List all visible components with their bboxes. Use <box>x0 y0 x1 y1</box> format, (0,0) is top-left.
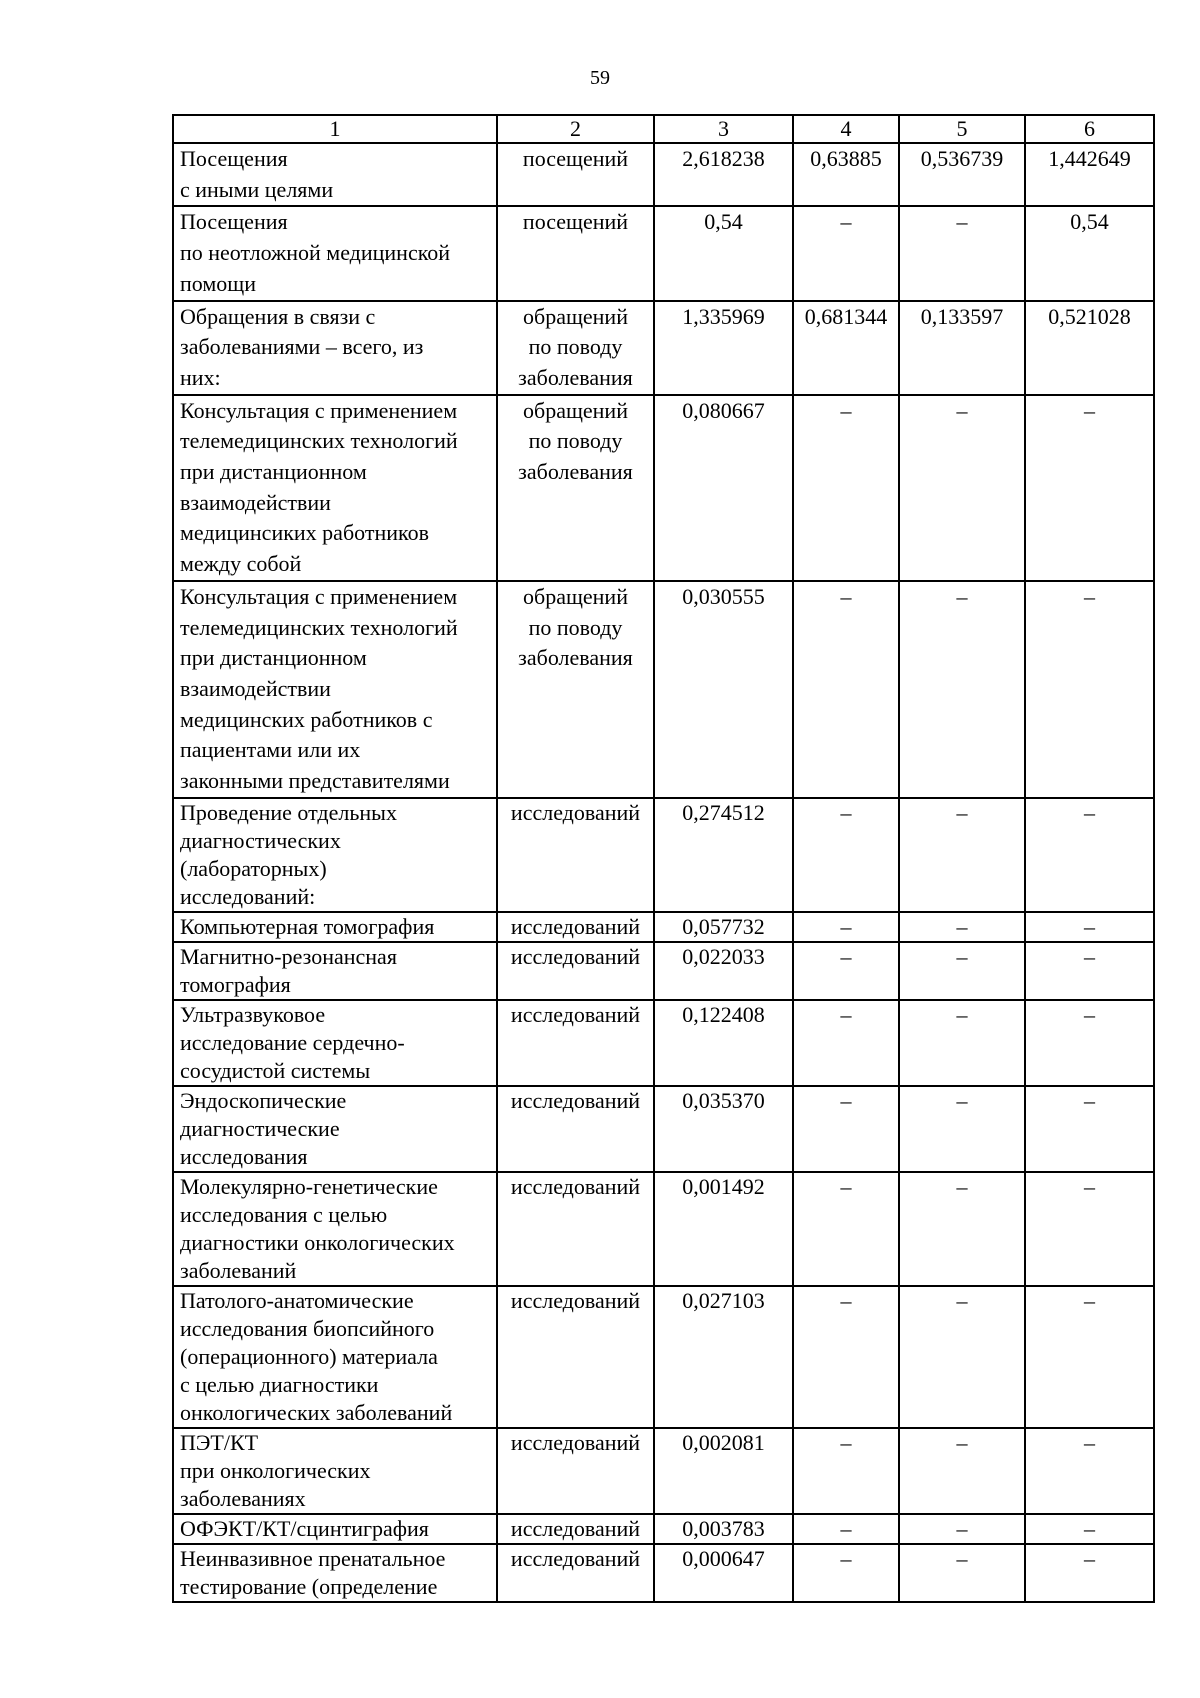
table-row <box>173 1086 1154 1172</box>
indicator-cell-line: при дистанционном <box>180 645 367 671</box>
table-row <box>173 1428 1154 1514</box>
indicator-cell <box>173 1514 497 1544</box>
value-col3-value: 2,618238 <box>682 146 765 171</box>
indicator-cell-line: взаимодействии <box>180 675 331 701</box>
value-col6-value: – <box>1084 799 1095 825</box>
indicator-cell <box>173 1428 497 1514</box>
header-row <box>173 115 1154 143</box>
indicator-cell-line: Ультразвуковое <box>180 1001 326 1027</box>
value-col6 <box>1025 1286 1154 1428</box>
indicator-cell-line: заболеваниями – всего, из <box>180 334 424 360</box>
unit-cell-line: исследований <box>510 1001 641 1027</box>
header-cell: 5 <box>899 115 1025 143</box>
value-col3-value: 0,001492 <box>682 1173 765 1199</box>
indicator-cell-line: телемедицинских технологий <box>180 428 458 454</box>
value-col4-value: – <box>840 1515 852 1541</box>
value-col4-value: – <box>840 397 852 423</box>
indicator-cell-line: между собой <box>180 551 302 577</box>
unit-cell <box>497 301 654 395</box>
unit-cell-line: заболевания <box>518 364 633 390</box>
unit-cell-line: исследований <box>510 1173 641 1199</box>
value-col3-value: 0,002081 <box>682 1429 765 1455</box>
unit-cell-line: исследований <box>510 1545 641 1571</box>
header-cell: 4 <box>793 115 899 143</box>
value-col4-value: – <box>840 913 852 939</box>
unit-cell <box>497 143 654 206</box>
header-cell: 1 <box>173 115 497 143</box>
value-col5-value: – <box>956 943 968 969</box>
unit-cell-line: исследований <box>510 1087 641 1113</box>
table-row <box>173 395 1154 581</box>
value-col3 <box>654 581 793 798</box>
unit-cell <box>497 1514 654 1544</box>
value-col6 <box>1025 206 1154 300</box>
value-col6 <box>1025 581 1154 798</box>
unit-cell-line: исследований <box>510 1515 641 1541</box>
indicator-cell-line: сосудистой системы <box>180 1057 371 1083</box>
unit-cell-line: обращений <box>523 397 628 423</box>
value-col3-value: 0,080667 <box>682 397 765 423</box>
value-col3-value: 0,057732 <box>682 913 765 939</box>
value-col6 <box>1025 143 1154 206</box>
indicator-cell <box>173 206 497 300</box>
table-row <box>173 1544 1154 1602</box>
value-col3 <box>654 301 793 395</box>
value-col6-value: – <box>1084 1087 1095 1113</box>
value-col5-value: – <box>956 1087 968 1113</box>
value-col5-value: – <box>956 1545 968 1571</box>
value-col6-value: – <box>1084 1001 1095 1027</box>
table-row <box>173 1286 1154 1428</box>
indicator-cell-line: Посещения <box>180 209 288 235</box>
table-row <box>173 206 1154 300</box>
value-col4 <box>793 395 899 581</box>
indicator-cell-line: заболеваний <box>180 1257 297 1283</box>
value-col5-value: – <box>956 1173 968 1199</box>
value-col5-value: – <box>956 397 968 423</box>
value-col5 <box>899 912 1025 942</box>
value-col3 <box>654 395 793 581</box>
indicator-cell <box>173 1286 497 1428</box>
header-cell: 2 <box>497 115 654 143</box>
indicator-cell-line: ПЭТ/КТ <box>180 1429 259 1455</box>
unit-cell <box>497 395 654 581</box>
indicator-cell-line: с иными целями <box>180 176 334 202</box>
indicator-cell-line: Обращения в связи с <box>180 303 376 329</box>
indicator-cell <box>173 942 497 1000</box>
indicator-cell-line: Консультация с применением <box>180 397 458 423</box>
indicator-cell-line: тестирование (определение <box>180 1573 438 1599</box>
unit-cell <box>497 1086 654 1172</box>
value-col5-value: – <box>956 1429 968 1455</box>
unit-cell <box>497 581 654 798</box>
value-col3-value: 0,035370 <box>682 1087 765 1113</box>
value-col4 <box>793 942 899 1000</box>
value-col5 <box>899 1000 1025 1086</box>
unit-cell-line: по поводу <box>528 428 623 454</box>
indicator-cell-line: Молекулярно-генетические <box>180 1173 438 1199</box>
value-col4 <box>793 1286 899 1428</box>
value-col6 <box>1025 912 1154 942</box>
value-col4 <box>793 206 899 300</box>
value-col6 <box>1025 1000 1154 1086</box>
table-row <box>173 1514 1154 1544</box>
indicator-cell-line: Магнитно-резонансная <box>180 943 397 969</box>
value-col4-value: – <box>840 209 852 235</box>
value-col5-value: – <box>956 209 968 235</box>
value-col6-value: 0,521028 <box>1048 303 1131 329</box>
indicator-cell-line: исследования с целью <box>180 1201 388 1227</box>
value-col4-value: 0,63885 <box>810 146 882 171</box>
indicator-cell-line: взаимодействии <box>180 489 331 515</box>
value-col4 <box>793 912 899 942</box>
value-col3 <box>654 1428 793 1514</box>
table-row <box>173 143 1154 206</box>
value-col6-value: – <box>1084 1429 1095 1455</box>
value-col5 <box>899 143 1025 206</box>
value-col6-value: 0,54 <box>1070 209 1109 235</box>
unit-cell-line: исследований <box>510 799 641 825</box>
value-col5 <box>899 1544 1025 1602</box>
value-col4 <box>793 301 899 395</box>
value-col3 <box>654 206 793 300</box>
value-col3-value: 0,122408 <box>682 1001 765 1027</box>
value-col6-value: – <box>1084 1545 1095 1571</box>
value-col3 <box>654 143 793 206</box>
unit-cell-line: исследований <box>510 913 641 939</box>
value-col5-value: – <box>956 913 968 939</box>
value-col4 <box>793 581 899 798</box>
value-col6 <box>1025 1428 1154 1514</box>
value-col3 <box>654 798 793 912</box>
indicator-cell-line: с целью диагностики <box>180 1371 379 1397</box>
table-row <box>173 581 1154 798</box>
indicator-cell <box>173 143 497 206</box>
indicator-cell-line: Эндоскопические <box>180 1087 347 1113</box>
value-col6 <box>1025 1544 1154 1602</box>
unit-cell <box>497 1000 654 1086</box>
value-col4-value: – <box>840 1287 852 1313</box>
value-col3-value: 1,335969 <box>682 303 765 329</box>
value-col5 <box>899 301 1025 395</box>
header-cell: 3 <box>654 115 793 143</box>
indicator-cell-line: исследование сердечно- <box>180 1029 405 1055</box>
value-col4-value: – <box>840 1429 852 1455</box>
unit-cell-line: по поводу <box>528 614 623 640</box>
value-col3-value: 0,000647 <box>682 1545 765 1571</box>
indicator-cell-line: Проведение отдельных <box>180 799 397 825</box>
value-col4-value: – <box>840 943 852 969</box>
value-col3 <box>654 912 793 942</box>
value-col6 <box>1025 1172 1154 1286</box>
header-cell: 6 <box>1025 115 1154 143</box>
value-col6 <box>1025 395 1154 581</box>
value-col5 <box>899 1172 1025 1286</box>
unit-cell <box>497 1544 654 1602</box>
page-number: 59 <box>590 67 610 89</box>
indicator-cell-line: медицинских работников с <box>180 706 433 732</box>
value-col5-value: – <box>956 1515 968 1541</box>
value-col3 <box>654 1086 793 1172</box>
value-col5 <box>899 395 1025 581</box>
unit-cell <box>497 942 654 1000</box>
value-col3-value: 0,030555 <box>682 583 765 609</box>
table-row <box>173 942 1154 1000</box>
indicator-cell <box>173 912 497 942</box>
value-col5 <box>899 1086 1025 1172</box>
data-table <box>172 114 1155 1603</box>
value-col4 <box>793 1514 899 1544</box>
value-col4 <box>793 1000 899 1086</box>
value-col4 <box>793 1172 899 1286</box>
value-col4-value: – <box>840 1087 852 1113</box>
value-col3 <box>654 1000 793 1086</box>
indicator-cell-line: ОФЭКТ/КТ/сцинтиграфия <box>180 1515 429 1541</box>
value-col6-value: – <box>1084 913 1095 939</box>
value-col4 <box>793 1544 899 1602</box>
value-col4-value: 0,681344 <box>804 303 888 329</box>
indicator-cell <box>173 1086 497 1172</box>
value-col5 <box>899 1286 1025 1428</box>
value-col6-value: – <box>1084 943 1095 969</box>
unit-cell-line: обращений <box>523 583 628 609</box>
indicator-cell-line: (операционного) материала <box>180 1343 438 1369</box>
value-col5-value: – <box>956 799 968 825</box>
value-col3 <box>654 1514 793 1544</box>
value-col5 <box>899 798 1025 912</box>
value-col4-value: – <box>840 799 852 825</box>
value-col5 <box>899 1428 1025 1514</box>
indicator-cell-line: при онкологических <box>180 1457 371 1483</box>
unit-cell-line: исследований <box>510 943 641 969</box>
indicator-cell-line: телемедицинских технологий <box>180 614 458 640</box>
value-col4-value: – <box>840 583 852 609</box>
table-row <box>173 301 1154 395</box>
value-col5 <box>899 1514 1025 1544</box>
value-col6 <box>1025 798 1154 912</box>
unit-cell <box>497 912 654 942</box>
indicator-cell-line: онкологических заболеваний <box>180 1399 453 1425</box>
value-col4-value: – <box>840 1173 852 1199</box>
indicator-cell-line: исследований: <box>180 883 316 909</box>
value-col4 <box>793 798 899 912</box>
unit-cell-line: заболевания <box>518 645 633 671</box>
unit-cell-line: по поводу <box>528 334 623 360</box>
indicator-cell-line: Компьютерная томография <box>180 913 435 939</box>
indicator-cell-line: диагностических <box>180 827 341 853</box>
value-col4 <box>793 143 899 206</box>
value-col3-value: 0,54 <box>704 209 743 235</box>
indicator-cell-line: пациентами или их <box>180 737 361 763</box>
indicator-cell-line: Неинвазивное пренатальное <box>180 1545 446 1571</box>
value-col6 <box>1025 301 1154 395</box>
indicator-cell-line: диагностические <box>180 1115 340 1141</box>
value-col5-value: 0,536739 <box>920 146 1004 171</box>
table-row <box>173 1172 1154 1286</box>
value-col5 <box>899 206 1025 300</box>
indicator-cell <box>173 581 497 798</box>
indicator-cell-line: помощи <box>180 270 256 296</box>
indicator-cell-line: Патолого-анатомические <box>180 1287 414 1313</box>
value-col4-value: – <box>840 1545 852 1571</box>
unit-cell <box>497 1172 654 1286</box>
unit-cell-line: посещений <box>522 209 629 235</box>
indicator-cell-line: них: <box>180 364 221 390</box>
value-col6-value: – <box>1084 1515 1095 1541</box>
indicator-cell-line: (лабораторных) <box>180 855 327 881</box>
indicator-cell-line: томография <box>180 971 291 997</box>
value-col5-value: – <box>956 1287 968 1313</box>
value-col3 <box>654 942 793 1000</box>
indicator-cell-line: по неотложной медицинской <box>180 240 451 266</box>
unit-cell <box>497 798 654 912</box>
value-col6-value: – <box>1084 583 1095 609</box>
indicator-cell-line: заболеваниях <box>180 1485 306 1511</box>
indicator-cell-line: Консультация с применением <box>180 583 458 609</box>
indicator-cell-line: при дистанционном <box>180 459 367 485</box>
value-col3 <box>654 1544 793 1602</box>
value-col5-value: 0,133597 <box>920 303 1004 329</box>
value-col5 <box>899 942 1025 1000</box>
indicator-cell-line: законными представителями <box>180 768 450 794</box>
value-col3-value: 0,022033 <box>682 943 765 969</box>
value-col6 <box>1025 1086 1154 1172</box>
unit-cell <box>497 1428 654 1514</box>
indicator-cell-line: медицинсиких работников <box>180 520 429 546</box>
value-col3-value: 0,274512 <box>682 799 765 825</box>
indicator-cell-line: исследования <box>180 1143 308 1169</box>
value-col4 <box>793 1086 899 1172</box>
unit-cell-line: заболевания <box>518 459 633 485</box>
value-col5-value: – <box>956 583 968 609</box>
indicator-cell <box>173 301 497 395</box>
value-col6-value: – <box>1084 1173 1095 1199</box>
indicator-cell <box>173 395 497 581</box>
value-col4-value: – <box>840 1001 852 1027</box>
value-col3 <box>654 1286 793 1428</box>
value-col5 <box>899 581 1025 798</box>
value-col3 <box>654 1172 793 1286</box>
indicator-cell <box>173 1544 497 1602</box>
value-col6 <box>1025 1514 1154 1544</box>
indicator-cell <box>173 1172 497 1286</box>
value-col3-value: 0,003783 <box>682 1515 765 1541</box>
indicator-cell-line: исследования биопсийного <box>180 1315 435 1341</box>
indicator-cell <box>173 1000 497 1086</box>
unit-cell-line: исследований <box>510 1287 641 1313</box>
unit-cell <box>497 1286 654 1428</box>
unit-cell-line: исследований <box>510 1429 641 1455</box>
value-col3-value: 0,027103 <box>682 1287 765 1313</box>
value-col6-value: – <box>1084 1287 1095 1313</box>
unit-cell <box>497 206 654 300</box>
table-row <box>173 798 1154 912</box>
table-row <box>173 1000 1154 1086</box>
unit-cell-line: обращений <box>523 303 628 329</box>
value-col5-value: – <box>956 1001 968 1027</box>
indicator-cell-line: диагностики онкологических <box>180 1229 455 1255</box>
value-col6 <box>1025 942 1154 1000</box>
value-col4 <box>793 1428 899 1514</box>
value-col6-value: – <box>1084 397 1095 423</box>
indicator-cell-line: Посещения <box>180 146 288 171</box>
value-col6-value: 1,442649 <box>1048 146 1131 171</box>
unit-cell-line: посещений <box>522 146 629 171</box>
indicator-cell <box>173 798 497 912</box>
table-row <box>173 912 1154 942</box>
